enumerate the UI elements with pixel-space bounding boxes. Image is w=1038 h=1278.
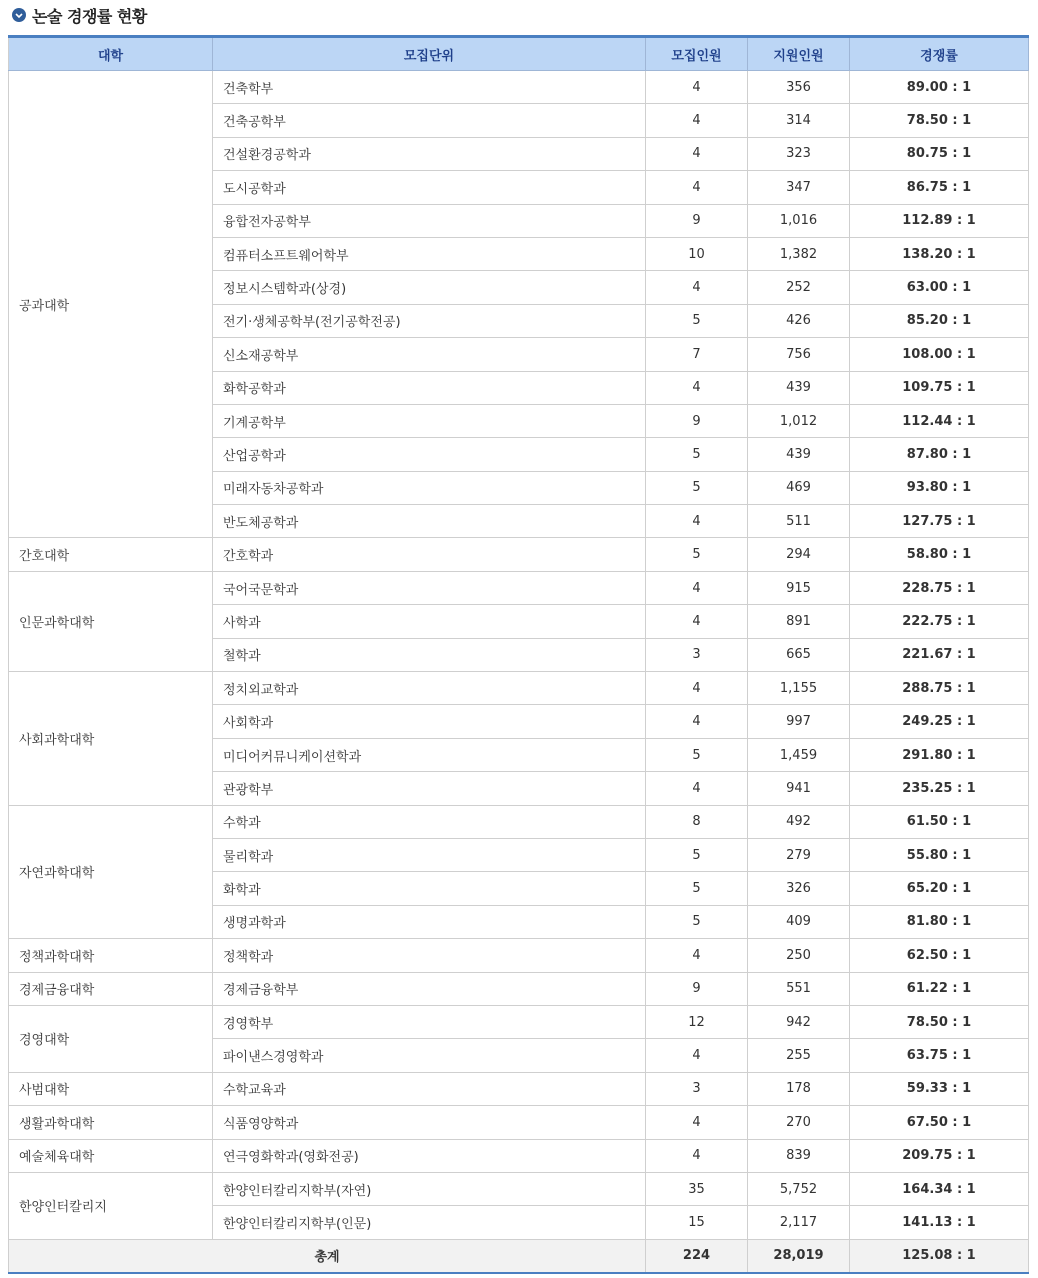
college-cell: 한양인터칼리지 bbox=[9, 1172, 213, 1239]
table-row bbox=[9, 672, 1029, 705]
unit-cell: 화학과 bbox=[213, 872, 646, 905]
rate-cell: 221.67 : 1 bbox=[850, 638, 1029, 671]
unit-cell: 식품영양학과 bbox=[213, 1106, 646, 1139]
applicants-cell: 891 bbox=[748, 605, 850, 638]
unit-cell: 국어국문학과 bbox=[213, 571, 646, 604]
unit-cell: 파이낸스경영학과 bbox=[213, 1039, 646, 1072]
table-row bbox=[9, 1139, 1029, 1172]
college-cell: 인문과학대학 bbox=[9, 571, 213, 671]
quota-cell: 4 bbox=[646, 1139, 748, 1172]
applicants-cell: 492 bbox=[748, 805, 850, 838]
quota-cell: 4 bbox=[646, 371, 748, 404]
rate-cell: 138.20 : 1 bbox=[850, 237, 1029, 270]
applicants-cell: 347 bbox=[748, 171, 850, 204]
table-row bbox=[9, 1072, 1029, 1105]
unit-cell: 물리학과 bbox=[213, 838, 646, 871]
applicants-cell: 551 bbox=[748, 972, 850, 1005]
quota-cell: 4 bbox=[646, 939, 748, 972]
unit-cell: 도시공학과 bbox=[213, 171, 646, 204]
applicants-cell: 756 bbox=[748, 338, 850, 371]
college-cell: 사범대학 bbox=[9, 1072, 213, 1105]
applicants-cell: 439 bbox=[748, 438, 850, 471]
unit-cell: 건축학부 bbox=[213, 71, 646, 104]
college-cell: 간호대학 bbox=[9, 538, 213, 571]
rate-cell: 141.13 : 1 bbox=[850, 1206, 1029, 1239]
quota-cell: 4 bbox=[646, 71, 748, 104]
unit-cell: 정책학과 bbox=[213, 939, 646, 972]
applicants-cell: 511 bbox=[748, 505, 850, 538]
rate-cell: 81.80 : 1 bbox=[850, 905, 1029, 938]
rate-cell: 78.50 : 1 bbox=[850, 1005, 1029, 1038]
quota-cell: 5 bbox=[646, 538, 748, 571]
unit-cell: 관광학부 bbox=[213, 772, 646, 805]
quota-cell: 4 bbox=[646, 605, 748, 638]
unit-cell: 경영학부 bbox=[213, 1005, 646, 1038]
total-applicants: 28,019 bbox=[748, 1239, 850, 1273]
applicants-cell: 1,155 bbox=[748, 672, 850, 705]
rate-cell: 109.75 : 1 bbox=[850, 371, 1029, 404]
quota-cell: 5 bbox=[646, 738, 748, 771]
unit-cell: 수학과 bbox=[213, 805, 646, 838]
quota-cell: 5 bbox=[646, 304, 748, 337]
quota-cell: 4 bbox=[646, 1106, 748, 1139]
rate-cell: 67.50 : 1 bbox=[850, 1106, 1029, 1139]
rate-cell: 59.33 : 1 bbox=[850, 1072, 1029, 1105]
table-row bbox=[9, 939, 1029, 972]
applicants-cell: 250 bbox=[748, 939, 850, 972]
quota-cell: 5 bbox=[646, 471, 748, 504]
applicants-cell: 426 bbox=[748, 304, 850, 337]
applicants-cell: 252 bbox=[748, 271, 850, 304]
unit-cell: 산업공학과 bbox=[213, 438, 646, 471]
quota-cell: 3 bbox=[646, 1072, 748, 1105]
quota-cell: 4 bbox=[646, 672, 748, 705]
unit-cell: 컴퓨터소프트웨어학부 bbox=[213, 237, 646, 270]
table-header bbox=[9, 37, 1029, 71]
applicants-cell: 5,752 bbox=[748, 1172, 850, 1205]
quota-cell: 5 bbox=[646, 872, 748, 905]
college-cell: 정책과학대학 bbox=[9, 939, 213, 972]
rate-cell: 164.34 : 1 bbox=[850, 1172, 1029, 1205]
rate-cell: 86.75 : 1 bbox=[850, 171, 1029, 204]
unit-cell: 화학공학과 bbox=[213, 371, 646, 404]
quota-cell: 4 bbox=[646, 171, 748, 204]
header-unit: 모집단위 bbox=[213, 37, 646, 71]
applicants-cell: 1,459 bbox=[748, 738, 850, 771]
quota-cell: 9 bbox=[646, 204, 748, 237]
college-cell: 사회과학대학 bbox=[9, 672, 213, 806]
applicants-cell: 409 bbox=[748, 905, 850, 938]
section-title bbox=[12, 2, 147, 28]
rate-cell: 58.80 : 1 bbox=[850, 538, 1029, 571]
applicants-cell: 469 bbox=[748, 471, 850, 504]
applicants-cell: 356 bbox=[748, 71, 850, 104]
table-row bbox=[9, 571, 1029, 604]
applicants-cell: 294 bbox=[748, 538, 850, 571]
table-row bbox=[9, 1106, 1029, 1139]
rate-cell: 288.75 : 1 bbox=[850, 672, 1029, 705]
applicants-cell: 1,012 bbox=[748, 404, 850, 437]
rate-cell: 291.80 : 1 bbox=[850, 738, 1029, 771]
applicants-cell: 270 bbox=[748, 1106, 850, 1139]
applicants-cell: 439 bbox=[748, 371, 850, 404]
rate-cell: 89.00 : 1 bbox=[850, 71, 1029, 104]
quota-cell: 15 bbox=[646, 1206, 748, 1239]
quota-cell: 4 bbox=[646, 505, 748, 538]
quota-cell: 35 bbox=[646, 1172, 748, 1205]
page-title: 논술 경쟁률 현황 bbox=[32, 6, 147, 26]
unit-cell: 수학교육과 bbox=[213, 1072, 646, 1105]
quota-cell: 10 bbox=[646, 237, 748, 270]
applicants-cell: 314 bbox=[748, 104, 850, 137]
quota-cell: 4 bbox=[646, 104, 748, 137]
quota-cell: 4 bbox=[646, 571, 748, 604]
rate-cell: 78.50 : 1 bbox=[850, 104, 1029, 137]
table-row bbox=[9, 538, 1029, 571]
unit-cell: 연극영화학과(영화전공) bbox=[213, 1139, 646, 1172]
rate-cell: 85.20 : 1 bbox=[850, 304, 1029, 337]
unit-cell: 사회학과 bbox=[213, 705, 646, 738]
college-cell: 공과대학 bbox=[9, 71, 213, 538]
rate-cell: 63.00 : 1 bbox=[850, 271, 1029, 304]
table-body bbox=[9, 71, 1029, 1240]
applicants-cell: 915 bbox=[748, 571, 850, 604]
applicants-cell: 326 bbox=[748, 872, 850, 905]
applicants-cell: 255 bbox=[748, 1039, 850, 1072]
rate-cell: 112.89 : 1 bbox=[850, 204, 1029, 237]
total-rate: 125.08 : 1 bbox=[850, 1239, 1029, 1273]
applicants-cell: 2,117 bbox=[748, 1206, 850, 1239]
rate-cell: 228.75 : 1 bbox=[850, 571, 1029, 604]
applicants-cell: 942 bbox=[748, 1005, 850, 1038]
college-cell: 경제금융대학 bbox=[9, 972, 213, 1005]
quota-cell: 4 bbox=[646, 1039, 748, 1072]
competition-table bbox=[8, 35, 1029, 1274]
rate-cell: 93.80 : 1 bbox=[850, 471, 1029, 504]
rate-cell: 62.50 : 1 bbox=[850, 939, 1029, 972]
rate-cell: 55.80 : 1 bbox=[850, 838, 1029, 871]
quota-cell: 3 bbox=[646, 638, 748, 671]
rate-cell: 108.00 : 1 bbox=[850, 338, 1029, 371]
quota-cell: 7 bbox=[646, 338, 748, 371]
quota-cell: 4 bbox=[646, 271, 748, 304]
total-row bbox=[9, 1239, 1029, 1273]
unit-cell: 간호학과 bbox=[213, 538, 646, 571]
quota-cell: 9 bbox=[646, 972, 748, 1005]
rate-cell: 63.75 : 1 bbox=[850, 1039, 1029, 1072]
header-rate: 경쟁률 bbox=[850, 37, 1029, 71]
unit-cell: 사학과 bbox=[213, 605, 646, 638]
quota-cell: 5 bbox=[646, 905, 748, 938]
quota-cell: 5 bbox=[646, 438, 748, 471]
total-label: 총계 bbox=[9, 1239, 646, 1273]
unit-cell: 경제금융학부 bbox=[213, 972, 646, 1005]
unit-cell: 건설환경공학과 bbox=[213, 137, 646, 170]
table-row bbox=[9, 1005, 1029, 1038]
college-cell: 자연과학대학 bbox=[9, 805, 213, 939]
rate-cell: 249.25 : 1 bbox=[850, 705, 1029, 738]
quota-cell: 8 bbox=[646, 805, 748, 838]
unit-cell: 정보시스템학과(상경) bbox=[213, 271, 646, 304]
total-quota: 224 bbox=[646, 1239, 748, 1273]
unit-cell: 생명과학과 bbox=[213, 905, 646, 938]
applicants-cell: 665 bbox=[748, 638, 850, 671]
unit-cell: 한양인터칼리지학부(인문) bbox=[213, 1206, 646, 1239]
applicants-cell: 178 bbox=[748, 1072, 850, 1105]
rate-cell: 235.25 : 1 bbox=[850, 772, 1029, 805]
applicants-cell: 839 bbox=[748, 1139, 850, 1172]
unit-cell: 미디어커뮤니케이션학과 bbox=[213, 738, 646, 771]
rate-cell: 222.75 : 1 bbox=[850, 605, 1029, 638]
rate-cell: 87.80 : 1 bbox=[850, 438, 1029, 471]
college-cell: 예술체육대학 bbox=[9, 1139, 213, 1172]
unit-cell: 건축공학부 bbox=[213, 104, 646, 137]
check-circle-icon bbox=[12, 8, 26, 22]
quota-cell: 4 bbox=[646, 137, 748, 170]
unit-cell: 전기·생체공학부(전기공학전공) bbox=[213, 304, 646, 337]
rate-cell: 61.50 : 1 bbox=[850, 805, 1029, 838]
applicants-cell: 279 bbox=[748, 838, 850, 871]
rate-cell: 65.20 : 1 bbox=[850, 872, 1029, 905]
college-cell: 생활과학대학 bbox=[9, 1106, 213, 1139]
college-cell: 경영대학 bbox=[9, 1005, 213, 1072]
rate-cell: 112.44 : 1 bbox=[850, 404, 1029, 437]
table-row bbox=[9, 972, 1029, 1005]
applicants-cell: 1,016 bbox=[748, 204, 850, 237]
unit-cell: 미래자동차공학과 bbox=[213, 471, 646, 504]
applicants-cell: 323 bbox=[748, 137, 850, 170]
unit-cell: 융합전자공학부 bbox=[213, 204, 646, 237]
rate-cell: 61.22 : 1 bbox=[850, 972, 1029, 1005]
quota-cell: 4 bbox=[646, 772, 748, 805]
quota-cell: 12 bbox=[646, 1005, 748, 1038]
header-quota: 모집인원 bbox=[646, 37, 748, 71]
unit-cell: 신소재공학부 bbox=[213, 338, 646, 371]
table-row bbox=[9, 71, 1029, 104]
table-row bbox=[9, 805, 1029, 838]
unit-cell: 철학과 bbox=[213, 638, 646, 671]
rate-cell: 127.75 : 1 bbox=[850, 505, 1029, 538]
applicants-cell: 997 bbox=[748, 705, 850, 738]
table-row bbox=[9, 1172, 1029, 1205]
quota-cell: 4 bbox=[646, 705, 748, 738]
quota-cell: 5 bbox=[646, 838, 748, 871]
applicants-cell: 1,382 bbox=[748, 237, 850, 270]
header-college: 대학 bbox=[9, 37, 213, 71]
quota-cell: 9 bbox=[646, 404, 748, 437]
applicants-cell: 941 bbox=[748, 772, 850, 805]
rate-cell: 80.75 : 1 bbox=[850, 137, 1029, 170]
unit-cell: 기계공학부 bbox=[213, 404, 646, 437]
header-applicants: 지원인원 bbox=[748, 37, 850, 71]
rate-cell: 209.75 : 1 bbox=[850, 1139, 1029, 1172]
unit-cell: 정치외교학과 bbox=[213, 672, 646, 705]
unit-cell: 반도체공학과 bbox=[213, 505, 646, 538]
unit-cell: 한양인터칼리지학부(자연) bbox=[213, 1172, 646, 1205]
